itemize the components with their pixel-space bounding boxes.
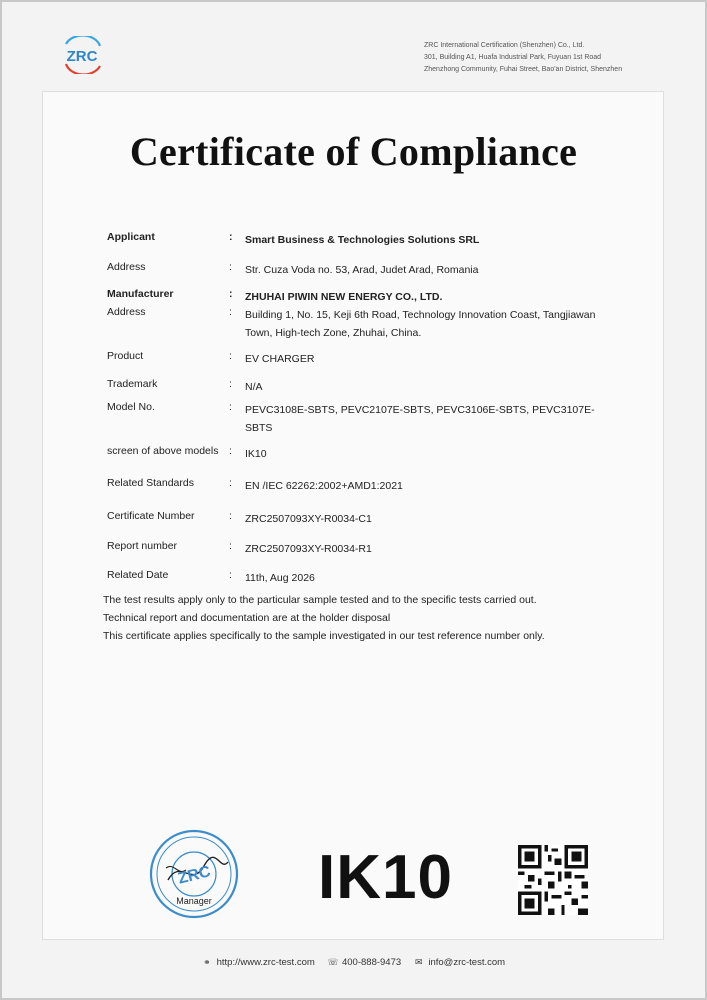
field-label: Applicant	[107, 231, 155, 243]
field-value: Str. Cuza Voda no. 53, Arad, Judet Arad, Romania	[245, 264, 479, 276]
field-value: ZRC2507093XY-R0034-C1	[245, 513, 372, 525]
footer-website[interactable]: http://www.zrc-test.com	[216, 957, 315, 968]
field-value: ZHUHAI PIWIN NEW ENERGY CO., LTD.	[245, 291, 443, 303]
field-value: N/A	[245, 381, 263, 393]
field-label: Manufacturer	[107, 288, 174, 300]
globe-icon: ⚭	[203, 957, 211, 967]
field-label: Product	[107, 350, 144, 362]
ik-rating-mark: IK10	[318, 843, 453, 912]
seal-caption: Manager	[176, 896, 212, 906]
field-value: Building 1, No. 15, Keji 6th Road, Technology Innovation Coast, Tangjiawan Town, High-tech Zone, Zhuhai, China.	[245, 309, 596, 339]
note-line: Technical report and documentation are at the holder disposal	[103, 612, 391, 624]
phone-icon: ☏	[327, 957, 339, 967]
field-value: EN /IEC 62262:2002+AMD1:2021	[245, 480, 403, 492]
zrc-logo	[52, 36, 112, 74]
field-value: PEVC3108E-SBTS, PEVC2107E-SBTS, PEVC3106E-SBTS, PEVC3107E-SBTS	[245, 404, 595, 434]
footer-email[interactable]: info@zrc-test.com	[428, 957, 506, 968]
field-colon: :	[229, 350, 232, 362]
company-line: Zhenzhong Community, Fuhai Street, Bao'an District, Shenzhen	[424, 66, 623, 73]
field-colon: :	[229, 510, 232, 522]
field-value: Smart Business & Technologies Solutions SRL	[245, 234, 480, 246]
field-colon: :	[229, 477, 232, 489]
field-value: 11th, Aug 2026	[245, 572, 315, 584]
certificate-notes	[103, 591, 663, 645]
field-colon: :	[229, 401, 232, 413]
note-line: The test results apply only to the particular sample tested and to the specific tests carried out.	[103, 594, 537, 606]
company-line: ZRC International Certification (Shenzhen) Co., Ltd.	[424, 42, 585, 49]
field-label: Address	[107, 261, 146, 273]
field-label: Certificate Number	[107, 510, 195, 522]
certificate-title: Certificate of Compliance	[129, 129, 578, 174]
field-label: Trademark	[107, 378, 158, 390]
field-colon: :	[229, 231, 233, 243]
note-line: This certificate applies specifically to the sample investigated in our test reference number only.	[103, 630, 545, 642]
field-colon: :	[229, 261, 232, 273]
manager-seal	[148, 828, 240, 920]
footer-phone: 400-888-9473	[341, 957, 402, 968]
field-label: Report number	[107, 540, 178, 552]
field-label: Related Date	[107, 569, 169, 581]
field-colon: :	[229, 569, 232, 581]
logo-text: ZRC	[66, 48, 98, 65]
field-label: screen of above models	[107, 445, 219, 457]
qr-code[interactable]	[518, 845, 588, 915]
field-value: EV CHARGER	[245, 353, 315, 365]
seal-text: ZRC	[176, 863, 213, 888]
field-value: IK10	[245, 448, 267, 460]
field-colon: :	[229, 445, 232, 457]
field-label: Address	[107, 306, 146, 318]
field-value: ZRC2507093XY-R0034-R1	[245, 543, 372, 555]
field-label: Related Standards	[107, 477, 194, 489]
field-label: Model No.	[107, 401, 155, 413]
company-line: 301, Building A1, Huafa Industrial Park, Fuyuan 1st Road	[424, 54, 602, 61]
company-info	[424, 40, 664, 76]
footer-contacts	[0, 957, 707, 968]
field-colon: :	[229, 288, 233, 300]
field-colon: :	[229, 540, 232, 552]
field-colon: :	[229, 378, 232, 390]
email-icon: ✉	[414, 957, 423, 967]
field-colon: :	[229, 306, 232, 318]
